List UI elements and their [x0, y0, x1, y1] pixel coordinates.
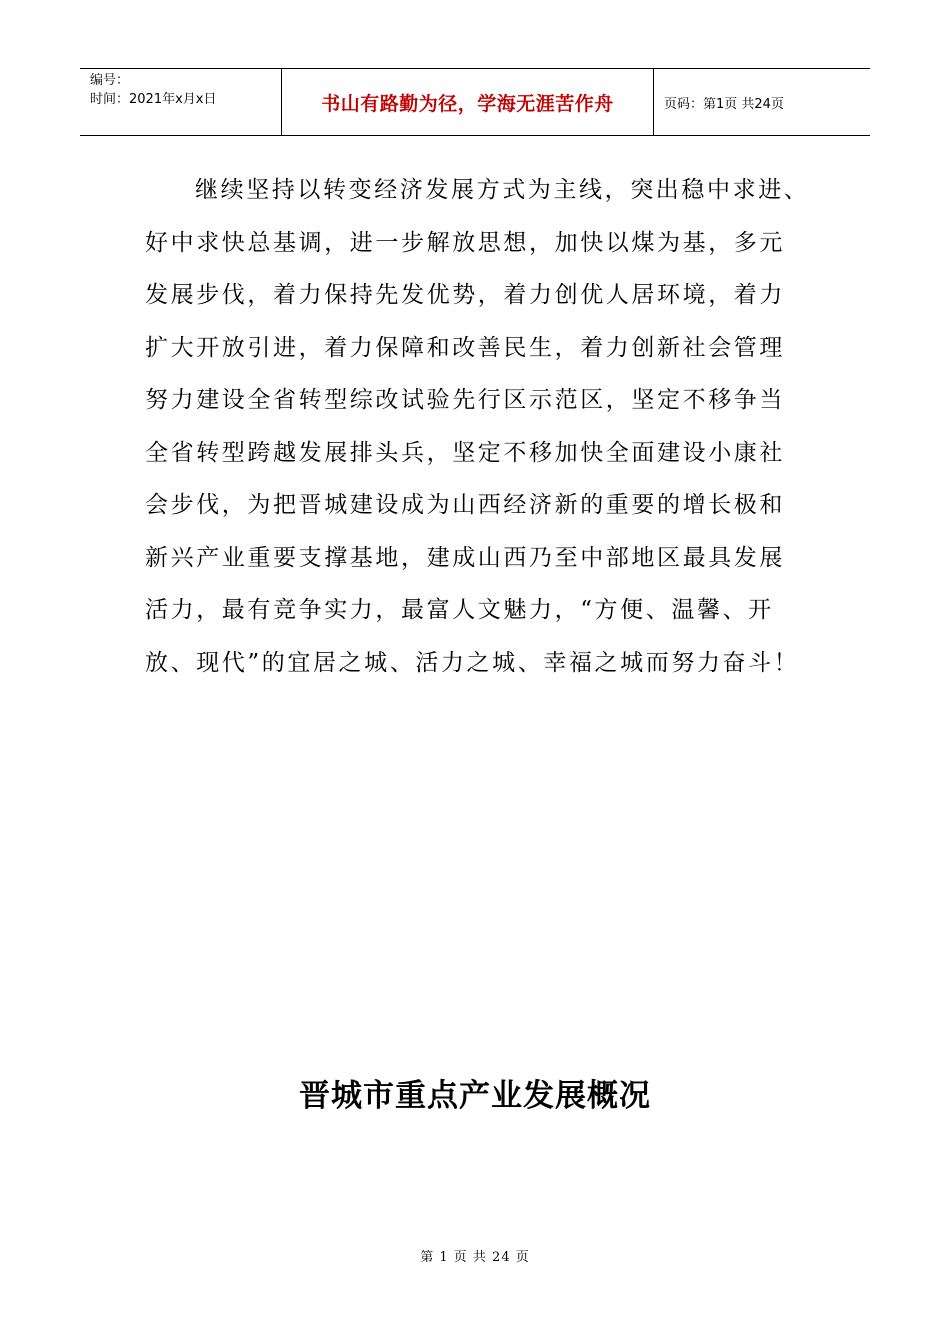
page-footer: 第 1 页 共 24 页	[420, 1250, 530, 1265]
document-date: 时间：2021年x月x日	[90, 92, 217, 107]
header-meta	[80, 69, 282, 135]
body-paragraph	[145, 164, 825, 689]
body-line: 努力建设全省转型综改试验先行区示范区，坚定不移争当	[145, 387, 785, 413]
document-number-label: 编号：	[90, 73, 130, 88]
body-line: 会步伐，为把晋城建设成为山西经济新的重要的增长极和	[145, 492, 785, 518]
header-motto: 书山有路勤为径，学海无涯苦作舟	[282, 69, 654, 135]
body-line: 继续坚持以转变经济发展方式为主线，突出稳中求进、	[195, 177, 810, 203]
body-line: 发展步伐，着力保持先发优势，着力创优人居环境，着力	[145, 282, 785, 308]
section-heading: 晋城市重点产业发展概况	[299, 1078, 651, 1114]
body-line: 新兴产业重要支撑基地，建成山西乃至中部地区最具发展	[145, 544, 785, 571]
body-line: 全省转型跨越发展排头兵，坚定不移加快全面建设小康社	[145, 439, 785, 466]
body-line: 好中求快总基调，进一步解放思想，加快以煤为基，多元	[145, 229, 785, 256]
body-line: 活力，最有竞争实力，最富人文魅力，“方便、温馨、开	[145, 597, 774, 623]
page-header	[80, 68, 870, 136]
body-line: 放、现代”的宜居之城、活力之城、幸福之城而努力奋斗！	[145, 649, 800, 676]
body-line: 扩大开放引进，着力保障和改善民生，着力创新社会管理	[145, 334, 785, 361]
header-page-info: 页码：第1页 共24页	[664, 96, 784, 112]
